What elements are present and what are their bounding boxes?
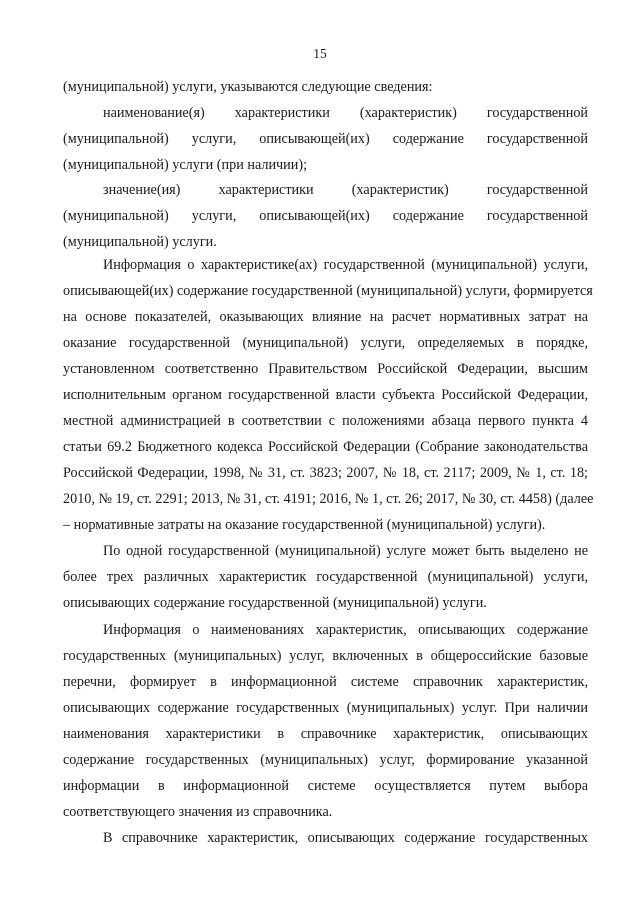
text-line: установленном соответственно Правительством Российской Федерации, высшим — [63, 361, 588, 377]
text-line: наименование(я) характеристики (характеристик) государственной — [103, 105, 588, 121]
text-line: (муниципальной) услуги. — [63, 234, 217, 250]
text-line: По одной государственной (муниципальной) услуге может быть выделено не — [103, 543, 588, 559]
text-line: Российской Федерации, 1998, № 31, ст. 3823; 2007, № 18, ст. 2117; 2009, № 1, ст. 18; — [63, 465, 588, 481]
text-line: (муниципальной) услуги (при наличии); — [63, 157, 308, 173]
text-line: местной администрацией в соответствии с положениями абзаца первого пункта 4 — [63, 413, 588, 429]
text-line: информации в информационной системе осуществляется путем выбора — [63, 778, 588, 794]
text-line: исполнительным органом государственной власти субъекта Российской Федерации, — [63, 387, 588, 403]
text-line: наименования характеристики в справочнике характеристик, описывающих — [63, 726, 588, 742]
text-line: 2010, № 19, ст. 2291; 2013, № 31, ст. 4191; 2016, № 1, ст. 26; 2017, № 30, ст. 4458) (далее — [63, 491, 594, 507]
text-line: Информация о наименованиях характеристик, описывающих содержание — [103, 622, 588, 638]
text-line: (муниципальной) услуги, указываются следующие сведения: — [63, 79, 433, 95]
text-line: значение(ия) характеристики (характеристик) государственной — [103, 182, 588, 198]
text-line: соответствующего значения из справочника. — [63, 804, 333, 820]
text-line: более трех различных характеристик государственной (муниципальной) услуги, — [63, 569, 588, 585]
page-number: 15 — [313, 46, 327, 61]
text-line: Информация о характеристике(ах) государственной (муниципальной) услуги, — [103, 257, 588, 273]
text-line: содержание государственных (муниципальных) услуг, формирование указанной — [63, 752, 588, 768]
text-line: перечни, формирует в информационной системе справочник характеристик, — [63, 674, 588, 690]
text-line: оказание государственной (муниципальной) услуги, определяемых в порядке, — [63, 335, 588, 351]
text-line: государственных (муниципальных) услуг, включенных в общероссийские базовые — [63, 648, 588, 664]
text-line: (муниципальной) услуги, описывающей(их) содержание государственной — [63, 208, 588, 224]
text-line: описывающих содержание государственной (муниципальной) услуги. — [63, 595, 487, 611]
text-line: описывающих содержание государственных (муниципальных) услуг. При наличии — [63, 700, 588, 716]
text-line: (муниципальной) услуги, описывающей(их) содержание государственной — [63, 131, 588, 147]
text-line: статьи 69.2 Бюджетного кодекса Российской Федерации (Собрание законодательства — [63, 439, 588, 455]
text-line: – нормативные затраты на оказание государственной (муниципальной) услуги). — [63, 517, 546, 533]
text-line: на основе показателей, оказывающих влияние на расчет нормативных затрат на — [63, 309, 588, 325]
text-line: В справочнике характеристик, описывающих содержание государственных — [103, 830, 588, 846]
text-line: описывающей(их) содержание государственной (муниципальной) услуги, формируется — [63, 283, 593, 299]
